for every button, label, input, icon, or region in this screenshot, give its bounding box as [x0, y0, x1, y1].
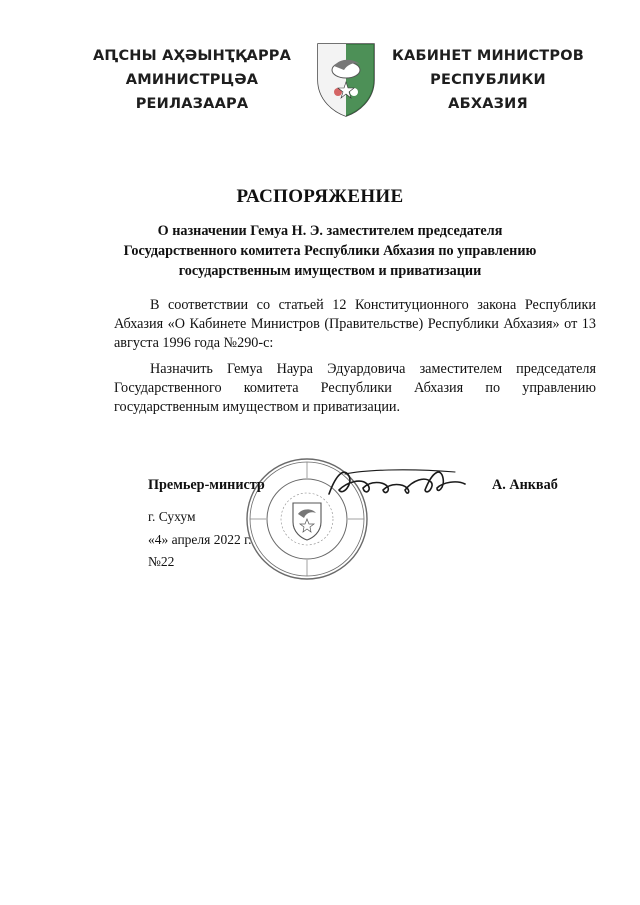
paragraph2-text: Назначить Гемуа Наура Эдуардовича заместителем председателя Государственного комитета Республики Абхазия по управлению государственным имуществом и приватизации.: [114, 361, 596, 415]
header-left-line2: АМИНИСТРЦӘА РЕИЛАЗААРА: [125, 72, 259, 112]
subject-line3: государственным имуществом и приватизации: [178, 263, 482, 279]
subject-line1: О назначении Гемуа Н. Э. заместителем председателя: [157, 223, 503, 239]
document-number: №22: [148, 554, 175, 569]
document-city: г. Сухум: [148, 509, 196, 524]
subject-line2: Государственного комитета Республики Абхазия по управлению: [123, 243, 537, 259]
coat-of-arms-icon: [314, 40, 378, 118]
header-russian: [388, 44, 588, 116]
signatory-position: Премьер-министр: [148, 477, 265, 493]
handwritten-signature-icon: [325, 462, 475, 502]
header-right-line2: РЕСПУБЛИКИ АБХАЗИЯ: [430, 72, 546, 112]
paragraph-order: [114, 360, 596, 417]
paragraph1-text: В соответствии со статьей 12 Конституционного закона Республики Абхазия «О Кабинете Министров (Правительстве) Республики Абхазия» от 13 августа 1996 года №290-с:: [114, 297, 596, 351]
paragraph-basis: [114, 296, 596, 353]
header-abkhaz: [92, 44, 292, 116]
signatory-name: А. Анкваб: [492, 477, 558, 493]
document-date: «4» апреля 2022 г.: [148, 532, 252, 547]
header-left-line1: АԤСНЫ АҲӘЫНҬҚАРРА: [92, 48, 292, 64]
header-right-line1: КАБИНЕТ МИНИСТРОВ: [391, 48, 584, 64]
document-title: РАСПОРЯЖЕНИЕ: [236, 186, 404, 207]
document-subject: [100, 221, 560, 281]
